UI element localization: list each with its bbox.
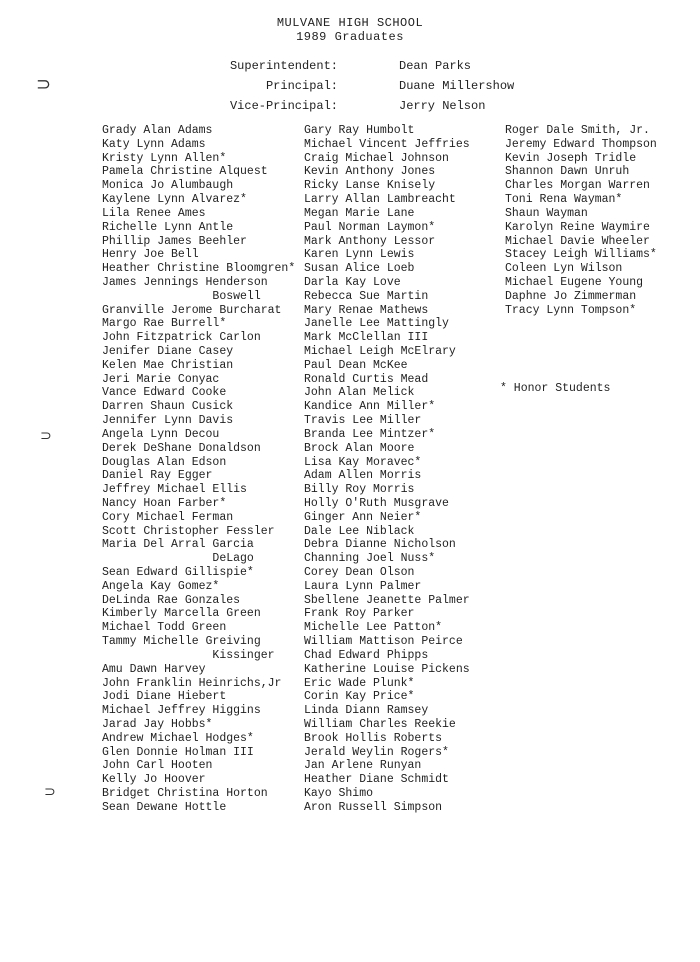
graduate-name: Coleen Lyn Wilson xyxy=(505,262,623,276)
graduate-name: Jennifer Lynn Davis xyxy=(102,414,234,428)
graduate-name: Jan Arlene Runyan xyxy=(304,759,422,773)
graduate-name: Shaun Wayman xyxy=(505,206,588,220)
graduate-name: Holly O'Ruth Musgrave xyxy=(304,496,449,510)
graduate-name: Craig Michael Johnson xyxy=(304,151,449,165)
class-label: 1989 Graduates xyxy=(296,30,404,44)
graduate-name: Michael Vincent Jeffries xyxy=(304,137,470,151)
officer-role: Superintendent: xyxy=(229,59,338,73)
graduate-name: Phillip James Beehler xyxy=(102,234,247,248)
graduate-name: Amu Dawn Harvey xyxy=(102,662,206,676)
graduate-column-1 xyxy=(102,124,302,815)
graduate-name: Kelen Mae Christian xyxy=(102,358,234,372)
graduate-column-2 xyxy=(304,124,504,815)
graduate-name: Ricky Lanse Knisely xyxy=(304,179,436,193)
graduate-name: Janelle Lee Mattingly xyxy=(304,317,449,331)
graduate-name: Sean Edward Gillispie* xyxy=(102,566,254,579)
graduate-name: Maria Del Arral Garcia xyxy=(102,538,254,552)
graduate-name: Mary Renae Mathews xyxy=(304,303,429,317)
graduate-name: Frank Roy Parker xyxy=(304,607,415,621)
graduate-name: Susan Alice Loeb xyxy=(304,262,415,276)
graduate-name: Michael Eugene Young xyxy=(505,275,644,289)
graduate-name: Glen Donnie Holman III xyxy=(102,745,254,759)
graduate-name: Kevin Anthony Jones xyxy=(304,165,436,179)
officer-row xyxy=(150,96,570,116)
officer-name: Dean Parks xyxy=(399,59,472,73)
graduate-name: Douglas Alan Edson xyxy=(102,455,227,469)
graduate-name: Kissinger xyxy=(102,648,275,662)
graduate-column-3 xyxy=(505,124,700,317)
honor-students-legend: * Honor Students xyxy=(500,382,611,395)
graduate-name: Heather Diane Schmidt xyxy=(304,773,449,787)
graduate-name: Michael Leigh McElrary xyxy=(304,345,456,358)
graduate-name: Roger Dale Smith, Jr. xyxy=(505,124,650,137)
graduate-name: Sean Dewane Hottle xyxy=(102,800,227,814)
graduate-name: Rebecca Sue Martin xyxy=(304,289,429,303)
graduate-name: Kaylene Lynn Alvarez* xyxy=(102,193,247,207)
graduate-name: Grady Alan Adams xyxy=(102,124,213,137)
graduate-name: Michael Jeffrey Higgins xyxy=(102,704,261,718)
graduate-name: Kevin Joseph Tridle xyxy=(505,151,637,165)
graduate-name: Karen Lynn Lewis xyxy=(304,248,415,262)
graduate-name: Chad Edward Phipps xyxy=(304,648,429,662)
graduate-name: Corey Dean Olson xyxy=(304,566,415,579)
graduate-name: Angela Kay Gomez* xyxy=(102,579,220,593)
graduate-name: Pamela Christine Alquest xyxy=(102,165,268,179)
graduate-name: Lisa Kay Moravec* xyxy=(304,455,422,469)
officer-role: Vice-Principal: xyxy=(229,99,338,113)
graduate-name: Shannon Dawn Unruh xyxy=(505,165,630,179)
graduate-name: Brook Hollis Roberts xyxy=(304,731,443,745)
graduate-name: Bridget Christina Horton xyxy=(102,787,268,800)
graduate-name: Derek DeShane Donaldson xyxy=(102,441,261,455)
graduate-name: Scott Christopher Fessler xyxy=(102,524,275,538)
graduate-name: John Fitzpatrick Carlon xyxy=(102,331,261,345)
graduate-name: James Jennings Henderson xyxy=(102,275,268,289)
graduate-name: DeLago xyxy=(102,552,254,566)
officer-row xyxy=(150,76,570,96)
graduate-name: John Alan Melick xyxy=(304,386,415,400)
graduate-name: Michael Davie Wheeler xyxy=(505,234,650,248)
graduate-name: Boswell xyxy=(102,289,261,303)
graduate-name: Travis Lee Miller xyxy=(304,414,422,428)
graduate-name: William Mattison Peirce xyxy=(304,635,463,649)
graduate-name: Mark Anthony Lessor xyxy=(304,234,436,248)
officer-name: Duane Millershow xyxy=(399,79,515,93)
graduate-name: Lila Renee Ames xyxy=(102,206,206,220)
graduate-name: Larry Allan Lambreacht xyxy=(304,193,456,207)
graduate-name: John Carl Hooten xyxy=(102,759,213,773)
graduate-name: Cory Michael Ferman xyxy=(102,510,234,524)
graduate-name: Daniel Ray Egger xyxy=(102,469,213,483)
officer-row xyxy=(150,56,570,76)
graduate-name: Tracy Lynn Tompson* xyxy=(505,303,637,317)
graduate-name: Brock Alan Moore xyxy=(304,441,415,455)
graduate-name: Kelly Jo Hoover xyxy=(102,773,206,787)
graduate-name: Mark McClellan III xyxy=(304,331,429,345)
graduate-name: Jodi Diane Hiebert xyxy=(102,690,227,704)
graduate-name: Jenifer Diane Casey xyxy=(102,345,234,358)
graduate-name: Aron Russell Simpson xyxy=(304,800,443,814)
graduate-name: Henry Joe Bell xyxy=(102,248,199,262)
officers-list xyxy=(150,56,570,116)
graduate-name: Branda Lee Mintzer* xyxy=(304,427,436,441)
graduate-name: Monica Jo Alumbaugh xyxy=(102,179,234,193)
graduate-name: Kristy Lynn Allen* xyxy=(102,151,227,165)
school-name: MULVANE HIGH SCHOOL xyxy=(276,16,424,30)
punch-hole-mark: ⊃ xyxy=(44,784,56,800)
punch-hole-mark: ⊃ xyxy=(36,74,52,95)
graduate-name: Heather Christine Bloomgren* xyxy=(102,262,296,276)
graduate-name: Margo Rae Burrell* xyxy=(102,317,227,331)
graduate-name: Billy Roy Morris xyxy=(304,483,415,497)
graduate-name: Jeremy Edward Thompson xyxy=(505,137,657,151)
graduate-name: Jeri Marie Conyac xyxy=(102,372,220,386)
graduate-name: Katherine Louise Pickens xyxy=(304,662,470,676)
graduate-name: Linda Diann Ramsey xyxy=(304,704,429,718)
graduate-name: Gary Ray Humbolt xyxy=(304,124,415,137)
graduate-name: Granville Jerome Burcharat xyxy=(102,303,282,317)
document-header xyxy=(0,16,700,44)
graduate-name: Paul Dean McKee xyxy=(304,358,408,372)
graduate-name: Ginger Ann Neier* xyxy=(304,510,422,524)
graduate-name: Toni Rena Wayman* xyxy=(505,193,623,207)
graduate-name: Andrew Michael Hodges* xyxy=(102,731,254,745)
graduate-name: Darren Shaun Cusick xyxy=(102,400,234,414)
graduate-name: Kandice Ann Miller* xyxy=(304,400,436,414)
graduate-name: Dale Lee Niblack xyxy=(304,524,415,538)
graduate-name: Jeffrey Michael Ellis xyxy=(102,483,247,497)
graduate-name: John Franklin Heinrichs,Jr xyxy=(102,676,282,690)
graduate-name: Richelle Lynn Antle xyxy=(102,220,234,234)
graduate-name: Channing Joel Nuss* xyxy=(304,552,436,566)
graduate-name: Daphne Jo Zimmerman xyxy=(505,289,637,303)
graduate-name: Katy Lynn Adams xyxy=(102,137,206,151)
graduate-name: Charles Morgan Warren xyxy=(505,179,650,193)
graduate-name: Kayo Shimo xyxy=(304,787,374,800)
punch-hole-mark: ⊃ xyxy=(40,428,52,444)
graduate-name: Kimberly Marcella Green xyxy=(102,607,261,621)
graduate-name: Eric Wade Plunk* xyxy=(304,676,415,690)
graduate-name: Nancy Hoan Farber* xyxy=(102,496,227,510)
graduate-name: Michelle Lee Patton* xyxy=(304,621,443,635)
graduate-name: Corin Kay Price* xyxy=(304,690,415,704)
graduate-name: Karolyn Reine Waymire xyxy=(505,220,650,234)
graduate-name: Stacey Leigh Williams* xyxy=(505,248,657,262)
graduate-name: Darla Kay Love xyxy=(304,275,401,289)
graduate-name: Tammy Michelle Greiving xyxy=(102,635,261,649)
officer-role: Principal: xyxy=(265,79,338,93)
graduate-name: William Charles Reekie xyxy=(304,717,456,731)
graduate-name: Jerald Weylin Rogers* xyxy=(304,745,449,759)
graduate-name: Megan Marie Lane xyxy=(304,206,415,220)
graduate-name: Michael Todd Green xyxy=(102,621,227,635)
officer-name: Jerry Nelson xyxy=(399,99,486,113)
graduate-name: Vance Edward Cooke xyxy=(102,386,227,400)
graduate-name: Angela Lynn Decou xyxy=(102,427,220,441)
graduate-name: Sbellene Jeanette Palmer xyxy=(304,593,470,607)
graduate-name: Adam Allen Morris xyxy=(304,469,422,483)
graduate-name: Paul Norman Laymon* xyxy=(304,220,436,234)
graduate-name: Ronald Curtis Mead xyxy=(304,372,429,386)
graduate-name: Laura Lynn Palmer xyxy=(304,579,422,593)
graduate-name: Jarad Jay Hobbs* xyxy=(102,717,213,731)
graduate-name: Debra Dianne Nicholson xyxy=(304,538,456,552)
graduate-name: DeLinda Rae Gonzales xyxy=(102,593,241,607)
